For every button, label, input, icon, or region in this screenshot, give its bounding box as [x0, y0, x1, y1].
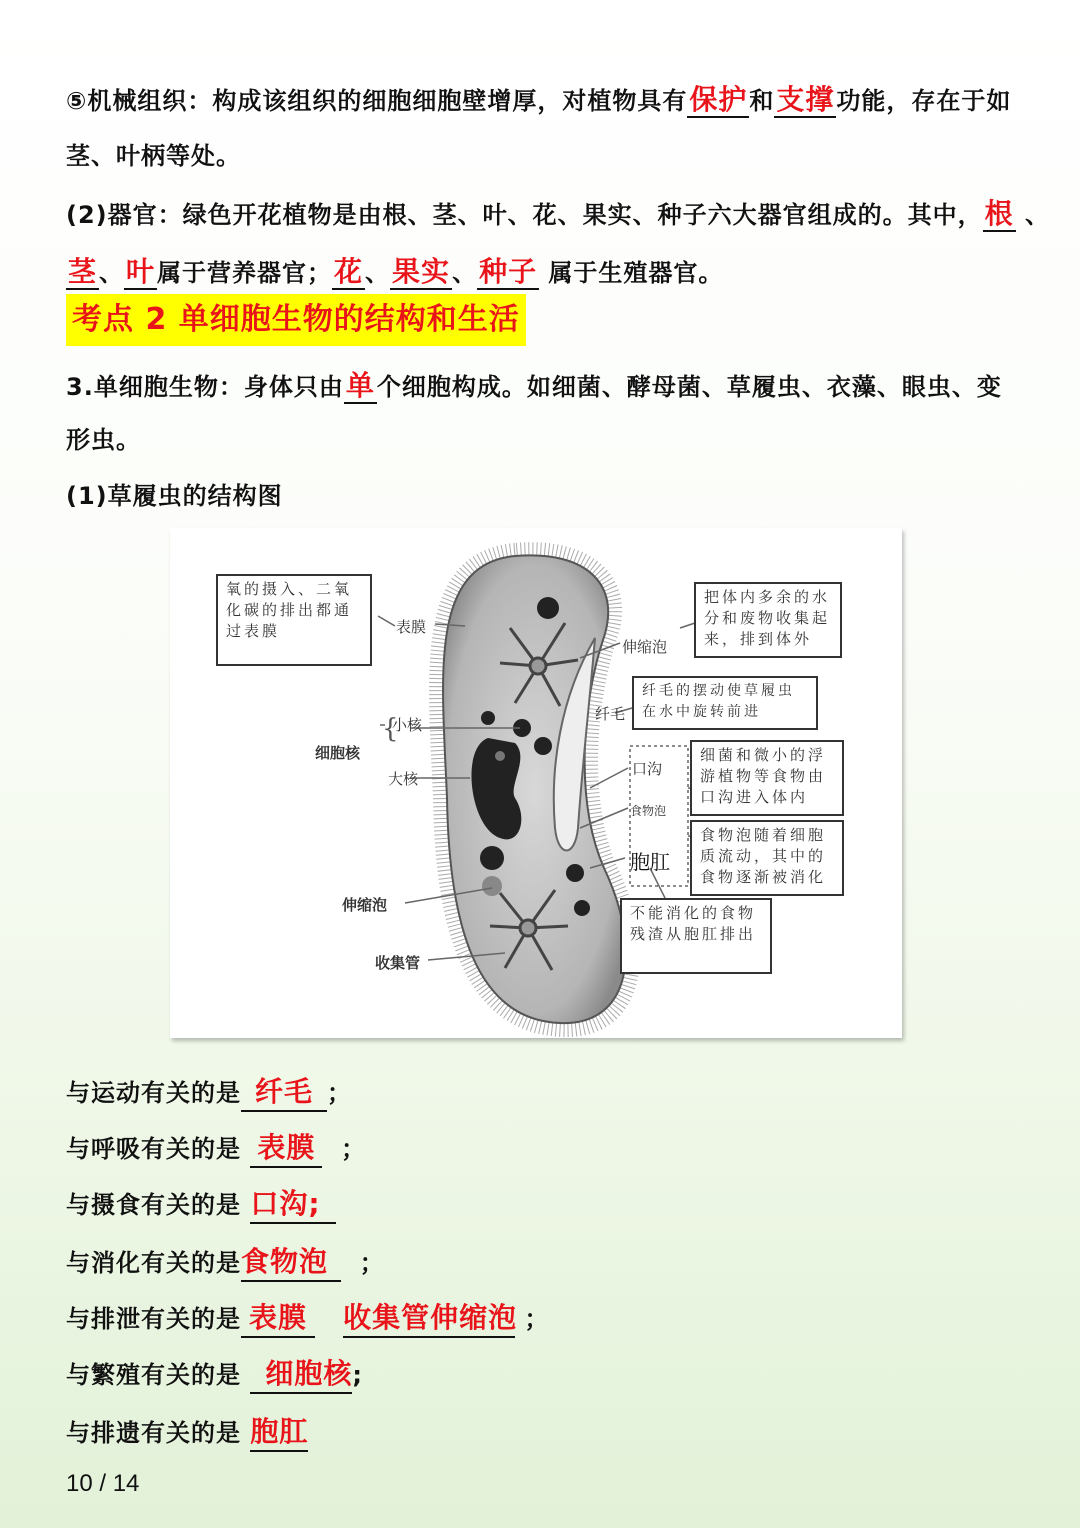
figure-caption: (1)草履虫的结构图	[66, 482, 283, 510]
label-anal-pore: 胞肛	[630, 850, 670, 874]
answer-support: 支撑	[776, 83, 835, 116]
answer-flower: 花	[334, 255, 364, 288]
para2-mid: 属于营养器官；	[157, 259, 333, 287]
answer-fruit: 果实	[392, 255, 451, 288]
label-nucleus: 细胞核	[315, 744, 361, 762]
answer-row-prefix: 与繁殖有关的是	[66, 1361, 241, 1389]
answer-row-egestion	[66, 1410, 308, 1452]
answer-row-suffix: ；	[341, 1135, 367, 1163]
paragraph-organs-line2	[66, 250, 723, 290]
answer-anal-pore: 胞肛	[250, 1415, 309, 1448]
answer-row-movement	[66, 1070, 352, 1112]
answer-row-suffix: ；	[327, 1079, 352, 1107]
answer-row-prefix: 与排泄有关的是	[66, 1305, 241, 1333]
callout-anal-pore: 不能消化的食物残渣从胞肛排出	[620, 898, 772, 974]
label-micronucleus: 小核	[392, 716, 423, 734]
callout-oral-groove: 细菌和微小的浮游植物等食物由口沟进入体内	[690, 740, 844, 816]
answer-row-prefix: 与消化有关的是	[66, 1249, 241, 1277]
callout-cilia: 纤毛的摆动使草履虫在水中旋转前进	[632, 676, 818, 730]
answer-protection: 保护	[689, 83, 748, 116]
answer-row-suffix: ；	[359, 1249, 385, 1277]
paramecium-diagram	[170, 528, 902, 1038]
answer-oral-groove: 口沟;	[250, 1187, 321, 1220]
section-heading: 考点 2 单细胞生物的结构和生活	[66, 294, 526, 346]
para1-mid: 和	[749, 87, 775, 115]
answer-pellicle: 表膜	[257, 1131, 316, 1164]
paramecium-body	[443, 555, 626, 1023]
page-number: 10 / 14	[66, 1470, 140, 1497]
para2-sep1: 、	[1025, 201, 1051, 229]
paragraph-unicellular-line2: 形虫。	[66, 426, 141, 454]
paragraph-unicellular	[66, 364, 1002, 404]
para1-text: ⑤机械组织：构成该组织的细胞细胞壁增厚，对植物具有	[66, 87, 688, 115]
nucleus-brace: {	[382, 714, 399, 744]
answer-single: 单	[345, 369, 375, 402]
label-oral-groove: 口沟	[632, 760, 663, 778]
label-cilia: 纤毛	[595, 705, 626, 723]
callout-oxygen: 氧的摄入、二氧化碳的排出都通过表膜	[216, 574, 372, 666]
paragraph-organs	[66, 192, 1050, 232]
paragraph-mechanical-tissue-line2: 茎、叶柄等处。	[66, 142, 241, 170]
label-contractile-vacuole-bottom: 伸缩泡	[342, 896, 388, 914]
para2-sep2: 、	[99, 259, 125, 287]
answer-food-vacuole: 食物泡	[241, 1245, 329, 1278]
answer-seed: 种子	[479, 255, 538, 288]
answer-row-reproduction	[66, 1352, 363, 1394]
answer-row-suffix: ;	[352, 1361, 363, 1389]
answer-collecting-canal: 收集管伸缩泡	[343, 1301, 518, 1334]
label-collecting-canal: 收集管	[375, 954, 421, 972]
para3-suffix: 个细胞构成。如细菌、酵母菌、草履虫、衣藻、眼虫、变	[376, 373, 1002, 401]
answer-cilia: 纤毛	[254, 1075, 313, 1108]
label-macronucleus: 大核	[388, 770, 419, 788]
answer-stem: 茎	[68, 255, 98, 288]
answer-row-suffix: ；	[524, 1305, 550, 1333]
label-food-vacuole: 食物泡	[630, 804, 667, 818]
answer-row-excretion	[66, 1296, 549, 1338]
answer-root: 根	[984, 197, 1014, 230]
para1-suffix: 功能，存在于如	[836, 87, 1012, 115]
callout-contractile-vacuole: 把体内多余的水分和废物收集起来，排到体外	[694, 582, 842, 658]
answer-nucleus: 细胞核	[265, 1357, 353, 1390]
para2-suffix: 属于生殖器官。	[548, 259, 724, 287]
answer-row-feeding	[66, 1182, 336, 1224]
answer-row-respiration	[66, 1126, 366, 1168]
answer-row-prefix: 与排遗有关的是	[66, 1419, 241, 1447]
answer-row-prefix: 与呼吸有关的是	[66, 1135, 241, 1163]
answer-pellicle-excretion: 表膜	[248, 1301, 307, 1334]
para2-text: (2)器官：绿色开花植物是由根、茎、叶、花、果实、种子六大器官组成的。其中，	[66, 201, 983, 229]
paragraph-mechanical-tissue	[66, 78, 1011, 118]
answer-row-prefix: 与摄食有关的是	[66, 1191, 241, 1219]
answer-row-prefix: 与运动有关的是	[66, 1079, 241, 1107]
label-pellicle: 表膜	[396, 618, 427, 636]
answer-row-digestion	[66, 1240, 385, 1282]
answer-leaf: 叶	[126, 255, 156, 288]
para2-sep4: 、	[452, 259, 478, 287]
label-contractile-vacuole-top: 伸缩泡	[622, 638, 668, 656]
callout-food-vacuole: 食物泡随着细胞质流动，其中的食物逐渐被消化	[690, 820, 844, 896]
para3-text: 3.单细胞生物：身体只由	[66, 373, 344, 401]
para2-sep3: 、	[365, 259, 391, 287]
